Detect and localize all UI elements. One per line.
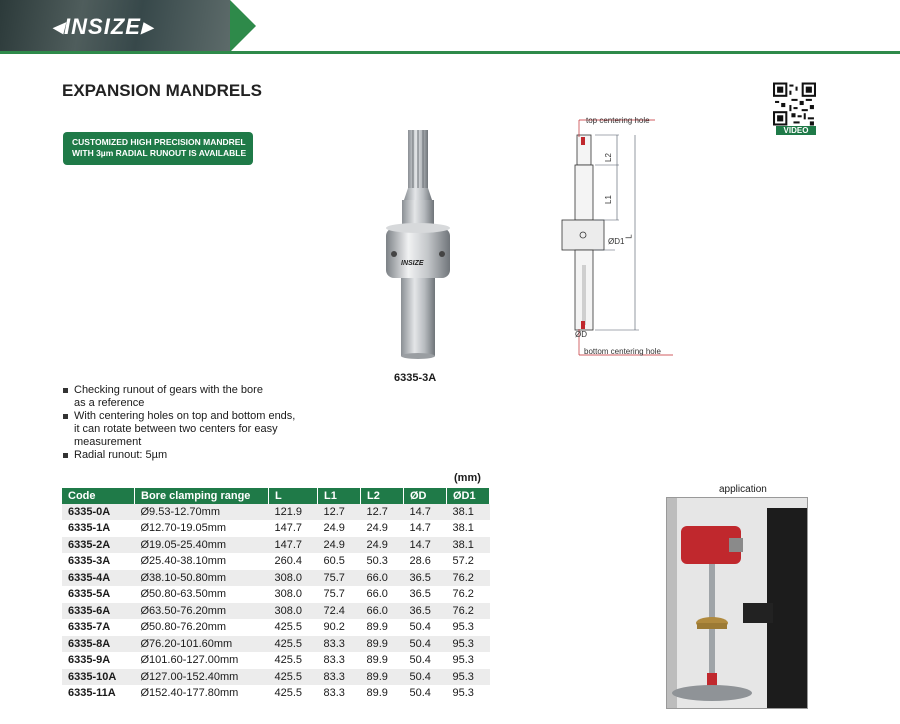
- feature-text: Radial runout: 5µm: [74, 449, 168, 461]
- logo-arrow-right-icon: ▸: [140, 14, 153, 39]
- cell-bore-range: Ø38.10-50.80mm: [135, 570, 269, 587]
- table-row: [62, 603, 490, 620]
- cell-bore-range: Ø19.05-25.40mm: [135, 537, 269, 554]
- video-label: VIDEO: [776, 126, 816, 135]
- cell-l2: 66.0: [361, 570, 404, 587]
- cell-code: 6335-8A: [62, 636, 135, 653]
- cell-code: 6335-9A: [62, 652, 135, 669]
- cell-d1: 95.3: [447, 669, 490, 686]
- cell-l1: 72.4: [318, 603, 361, 620]
- custom-badge: [63, 132, 253, 165]
- cell-d1: 38.1: [447, 520, 490, 537]
- cell-l1: 90.2: [318, 619, 361, 636]
- product-photo-mandrel: [370, 120, 470, 365]
- unit-label: (mm): [454, 472, 481, 484]
- cell-code: 6335-11A: [62, 685, 135, 702]
- cell-d: 36.5: [404, 586, 447, 603]
- cell-bore-range: Ø50.80-63.50mm: [135, 586, 269, 603]
- col-bore-header: Bore clamping range: [135, 488, 269, 504]
- cell-l1: 24.9: [318, 537, 361, 554]
- cell-l1: 83.3: [318, 669, 361, 686]
- cell-l2: 89.9: [361, 636, 404, 653]
- cell-d1: 76.2: [447, 570, 490, 587]
- cell-l: 425.5: [269, 685, 318, 702]
- cell-d: 14.7: [404, 504, 447, 520]
- cell-code: 6335-1A: [62, 520, 135, 537]
- cell-l: 308.0: [269, 570, 318, 587]
- table-row: [62, 685, 490, 702]
- page-title: EXPANSION MANDRELS: [62, 81, 262, 100]
- table-row: [62, 669, 490, 686]
- table-row: [62, 504, 490, 520]
- col-l1-header: L1: [318, 488, 361, 504]
- brand-logo: [52, 14, 153, 40]
- col-code-header: Code: [62, 488, 135, 504]
- cell-l: 121.9: [269, 504, 318, 520]
- header-rule: [0, 51, 900, 54]
- cell-code: 6335-2A: [62, 537, 135, 554]
- cell-d1: 76.2: [447, 586, 490, 603]
- cell-l1: 24.9: [318, 520, 361, 537]
- cell-bore-range: Ø101.60-127.00mm: [135, 652, 269, 669]
- header-banner: [0, 0, 900, 56]
- cell-l2: 66.0: [361, 586, 404, 603]
- feature-text: With centering holes on top and bottom ends,: [74, 410, 296, 422]
- spec-table: [62, 488, 490, 702]
- table-header-row: [62, 488, 490, 504]
- cell-code: 6335-7A: [62, 619, 135, 636]
- cell-l2: 24.9: [361, 520, 404, 537]
- cell-d: 14.7: [404, 520, 447, 537]
- cell-l2: 50.3: [361, 553, 404, 570]
- cell-d: 50.4: [404, 619, 447, 636]
- top-centering-hole-label: top centering hole: [586, 116, 650, 125]
- cell-d1: 95.3: [447, 619, 490, 636]
- cell-code: 6335-10A: [62, 669, 135, 686]
- cell-bore-range: Ø127.00-152.40mm: [135, 669, 269, 686]
- dim-l2-label: L2: [603, 153, 613, 162]
- cell-l: 425.5: [269, 636, 318, 653]
- table-row: [62, 570, 490, 587]
- cell-l2: 89.9: [361, 652, 404, 669]
- cell-d1: 38.1: [447, 537, 490, 554]
- dim-d1-label: ØD1: [608, 237, 625, 246]
- cell-d: 50.4: [404, 669, 447, 686]
- cell-d1: 57.2: [447, 553, 490, 570]
- cell-l: 425.5: [269, 669, 318, 686]
- feature-text: it can rotate between two centers for easy: [74, 423, 278, 435]
- cell-code: 6335-5A: [62, 586, 135, 603]
- cell-l1: 60.5: [318, 553, 361, 570]
- feature-list: [62, 384, 362, 462]
- cell-code: 6335-0A: [62, 504, 135, 520]
- col-l-header: L: [269, 488, 318, 504]
- feature-text: measurement: [74, 436, 142, 448]
- qr-code-icon[interactable]: [773, 82, 816, 126]
- product-engraving: INSIZE: [401, 260, 424, 267]
- badge-line-2: WITH 3µm RADIAL RUNOUT IS AVAILABLE: [72, 148, 247, 158]
- feature-item: [62, 384, 362, 410]
- cell-code: 6335-6A: [62, 603, 135, 620]
- feature-text: as a reference: [74, 397, 145, 409]
- cell-d: 36.5: [404, 603, 447, 620]
- feature-item: [62, 410, 362, 449]
- cell-d1: 95.3: [447, 652, 490, 669]
- cell-bore-range: Ø63.50-76.20mm: [135, 603, 269, 620]
- table-row: [62, 619, 490, 636]
- cell-d: 50.4: [404, 636, 447, 653]
- brand-text: INSIZE: [64, 14, 141, 39]
- product-caption: 6335-3A: [394, 372, 437, 384]
- cell-d: 14.7: [404, 537, 447, 554]
- cell-l1: 83.3: [318, 652, 361, 669]
- table-row: [62, 520, 490, 537]
- cell-l: 425.5: [269, 652, 318, 669]
- col-l2-header: L2: [361, 488, 404, 504]
- cell-l: 147.7: [269, 520, 318, 537]
- cell-l1: 12.7: [318, 504, 361, 520]
- cell-bore-range: Ø152.40-177.80mm: [135, 685, 269, 702]
- cell-l: 425.5: [269, 619, 318, 636]
- cell-l2: 66.0: [361, 603, 404, 620]
- feature-text: Checking runout of gears with the bore: [74, 384, 263, 396]
- cell-d1: 76.2: [447, 603, 490, 620]
- bottom-centering-hole-label: bottom centering hole: [584, 347, 661, 356]
- cell-d: 50.4: [404, 685, 447, 702]
- cell-d1: 38.1: [447, 504, 490, 520]
- badge-line-1: CUSTOMIZED HIGH PRECISION MANDREL: [72, 137, 246, 147]
- cell-code: 6335-4A: [62, 570, 135, 587]
- cell-l2: 24.9: [361, 537, 404, 554]
- cell-l2: 89.9: [361, 619, 404, 636]
- table-row: [62, 586, 490, 603]
- table-row: [62, 636, 490, 653]
- cell-l2: 89.9: [361, 685, 404, 702]
- application-scene: [667, 498, 808, 709]
- cell-bore-range: Ø50.80-76.20mm: [135, 619, 269, 636]
- cell-bore-range: Ø25.40-38.10mm: [135, 553, 269, 570]
- cell-d1: 95.3: [447, 685, 490, 702]
- cell-l1: 83.3: [318, 636, 361, 653]
- cell-d1: 95.3: [447, 636, 490, 653]
- cell-l1: 75.7: [318, 570, 361, 587]
- table-row: [62, 553, 490, 570]
- col-d-header: ØD: [404, 488, 447, 504]
- col-d1-header: ØD1: [447, 488, 490, 504]
- table-row: [62, 537, 490, 554]
- dim-l-label: L: [624, 234, 634, 239]
- cell-l2: 89.9: [361, 669, 404, 686]
- cell-l1: 83.3: [318, 685, 361, 702]
- feature-item: [62, 449, 362, 462]
- logo-arrow-left-icon: ◂: [52, 14, 65, 39]
- table-row: [62, 652, 490, 669]
- dim-d-label: ØD: [575, 330, 587, 339]
- cell-l: 260.4: [269, 553, 318, 570]
- cell-bore-range: Ø9.53-12.70mm: [135, 504, 269, 520]
- cell-l: 308.0: [269, 586, 318, 603]
- application-label: application: [719, 484, 767, 495]
- cell-l: 147.7: [269, 537, 318, 554]
- cell-d: 36.5: [404, 570, 447, 587]
- cell-bore-range: Ø12.70-19.05mm: [135, 520, 269, 537]
- application-photo: [666, 497, 808, 709]
- cell-d: 50.4: [404, 652, 447, 669]
- cell-l1: 75.7: [318, 586, 361, 603]
- cell-d: 28.6: [404, 553, 447, 570]
- cell-code: 6335-3A: [62, 553, 135, 570]
- cell-l: 308.0: [269, 603, 318, 620]
- cell-l2: 12.7: [361, 504, 404, 520]
- dim-l1-label: L1: [603, 195, 613, 204]
- cell-bore-range: Ø76.20-101.60mm: [135, 636, 269, 653]
